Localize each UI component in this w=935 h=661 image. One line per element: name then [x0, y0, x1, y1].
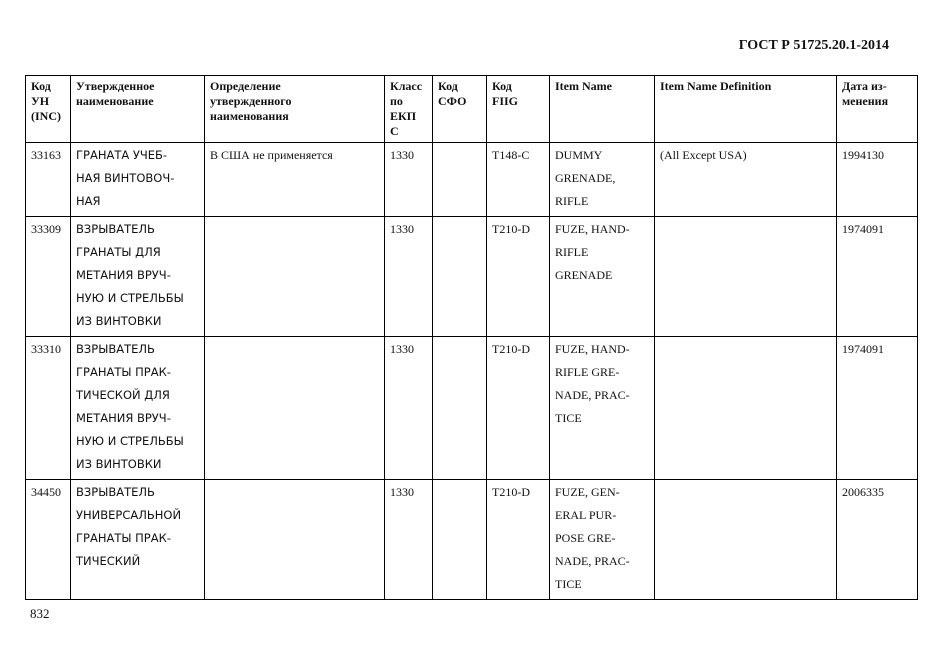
column-header-line: наименование: [76, 94, 154, 108]
inc-code-cell: [26, 217, 71, 337]
cell-line: FUZE, GEN-: [555, 485, 620, 499]
document-standard-code: ГОСТ Р 51725.20.1-2014: [738, 38, 889, 53]
column-header-line: ЕКП: [390, 109, 417, 123]
cell-line: МЕТАНИЯ ВРУЧ-: [76, 411, 171, 425]
cell-line: НУЮ И СТРЕЛЬБЫ: [76, 434, 184, 448]
item-name-definition-cell: [655, 480, 837, 600]
cell-line: НАЯ: [76, 194, 101, 208]
change-date-cell: [837, 143, 918, 217]
table-row: [26, 337, 918, 480]
column-header-line: утвержденного: [210, 94, 292, 108]
cell-line: DUMMY: [555, 148, 603, 162]
cell-line: TICE: [555, 411, 582, 425]
approved-name-cell: [71, 143, 205, 217]
cell-line: ИЗ ВИНТОВКИ: [76, 457, 162, 471]
inc-code-cell: [26, 143, 71, 217]
cell-line: TICE: [555, 577, 582, 591]
approved-name-cell: [71, 217, 205, 337]
approved-name-cell: [71, 337, 205, 480]
cell-line: RIFLE: [555, 245, 589, 259]
column-header-line: СФО: [438, 94, 467, 108]
sfo-cell: [433, 337, 487, 480]
cell-line: ВЗРЫВАТЕЛЬ: [76, 485, 155, 499]
column-header-item-name-definition: [655, 76, 837, 143]
column-header-line: Код: [438, 79, 458, 93]
cell-line: NADE, PRAC-: [555, 554, 630, 568]
cell-text: В США не применяется: [210, 148, 333, 162]
cell-line: ВЗРЫВАТЕЛЬ: [76, 222, 155, 236]
cell-line: RIFLE GRE-: [555, 365, 620, 379]
cell-line: НАЯ ВИНТОВОЧ-: [76, 171, 175, 185]
cell-line: ВЗРЫВАТЕЛЬ: [76, 342, 155, 356]
table-row: [26, 217, 918, 337]
column-header-line: УН: [31, 94, 50, 108]
definition-cell: [205, 480, 385, 600]
sfo-cell: [433, 143, 487, 217]
cell-line: ГРАНАТА УЧЕБ-: [76, 148, 168, 162]
column-header-sfo: [433, 76, 487, 143]
item-name-cell: [550, 143, 655, 217]
cell-line: ГРАНАТЫ ДЛЯ: [76, 245, 161, 259]
cell-text: 1330: [390, 485, 414, 499]
column-header-line: FIIG: [492, 94, 519, 108]
cell-line: ГРАНАТЫ ПРАК-: [76, 365, 171, 379]
cell-text: 1330: [390, 148, 414, 162]
cell-text: T210-D: [492, 222, 530, 236]
cell-text: 1974091: [842, 222, 884, 236]
cell-text: 34450: [31, 485, 61, 499]
cell-text: 33309: [31, 222, 61, 236]
fiig-cell: [487, 480, 550, 600]
definition-cell: [205, 337, 385, 480]
change-date-cell: [837, 480, 918, 600]
column-header-line: Код: [492, 79, 512, 93]
column-header-line: Класс: [390, 79, 423, 93]
table-row: [26, 143, 918, 217]
class-cell: [385, 480, 433, 600]
cell-line: ТИЧЕСКИЙ: [76, 554, 141, 568]
cell-line: GRENADE: [555, 268, 613, 282]
cell-line: FUZE, HAND-: [555, 222, 630, 236]
cell-line: НУЮ И СТРЕЛЬБЫ: [76, 291, 184, 305]
cell-text: (All Except USA): [660, 148, 747, 162]
cell-line: ТИЧЕСКОЙ ДЛЯ: [76, 388, 170, 402]
cell-text: 33163: [31, 148, 61, 162]
item-name-definition-cell: [655, 337, 837, 480]
cell-line: ERAL PUR-: [555, 508, 617, 522]
item-name-cell: [550, 480, 655, 600]
column-header-line: по: [390, 94, 403, 108]
cell-line: POSE GRE-: [555, 531, 616, 545]
cell-line: FUZE, HAND-: [555, 342, 630, 356]
column-header-line: С: [390, 124, 399, 138]
fiig-cell: [487, 143, 550, 217]
cell-line: ИЗ ВИНТОВКИ: [76, 314, 162, 328]
column-header-line: менения: [842, 94, 889, 108]
item-name-cell: [550, 217, 655, 337]
column-header-line: (INC): [31, 109, 61, 123]
cell-text: 2006335: [842, 485, 884, 499]
cell-text: 1994130: [842, 148, 884, 162]
column-header-line: Item Name: [555, 79, 612, 93]
change-date-cell: [837, 217, 918, 337]
table-header-row: [26, 76, 918, 143]
column-header-approved-name: [71, 76, 205, 143]
change-date-cell: [837, 337, 918, 480]
cell-text: 1330: [390, 222, 414, 236]
cell-text: T210-D: [492, 485, 530, 499]
cell-text: 1330: [390, 342, 414, 356]
item-name-cell: [550, 337, 655, 480]
cell-text: T210-D: [492, 342, 530, 356]
item-name-definition-cell: [655, 143, 837, 217]
approved-name-cell: [71, 480, 205, 600]
column-header-definition: [205, 76, 385, 143]
column-header-code: [26, 76, 71, 143]
cell-text: T148-C: [492, 148, 530, 162]
column-header-line: Код: [31, 79, 51, 93]
column-header-item-name: [550, 76, 655, 143]
cell-line: GRENADE,: [555, 171, 616, 185]
class-cell: [385, 337, 433, 480]
cell-line: NADE, PRAC-: [555, 388, 630, 402]
column-header-line: Item Name Definition: [660, 79, 772, 93]
cell-line: МЕТАНИЯ ВРУЧ-: [76, 268, 171, 282]
column-header-fiig: [487, 76, 550, 143]
column-header-line: Утвержденное: [76, 79, 155, 93]
column-header-line: Определение: [210, 79, 281, 93]
fiig-cell: [487, 217, 550, 337]
cell-line: ГРАНАТЫ ПРАК-: [76, 531, 171, 545]
inc-code-cell: [26, 337, 71, 480]
definition-cell: [205, 217, 385, 337]
cell-line: УНИВЕРСАЛЬНОЙ: [76, 508, 182, 522]
item-name-definition-cell: [655, 217, 837, 337]
inc-code-cell: [26, 480, 71, 600]
column-header-class: [385, 76, 433, 143]
cell-line: RIFLE: [555, 194, 589, 208]
fiig-cell: [487, 337, 550, 480]
page-number: 832: [30, 606, 50, 621]
column-header-change-date: [837, 76, 918, 143]
column-header-line: Дата из-: [842, 79, 887, 93]
cell-text: 1974091: [842, 342, 884, 356]
cell-text: 33310: [31, 342, 61, 356]
sfo-cell: [433, 480, 487, 600]
column-header-line: наименования: [210, 109, 289, 123]
table-row: [26, 480, 918, 600]
definition-cell: [205, 143, 385, 217]
sfo-cell: [433, 217, 487, 337]
class-cell: [385, 217, 433, 337]
data-table: [25, 75, 918, 600]
class-cell: [385, 143, 433, 217]
